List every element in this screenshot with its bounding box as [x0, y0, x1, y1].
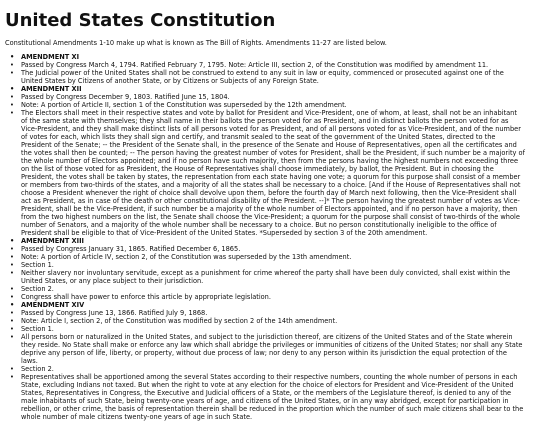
- list-item: [10, 61, 525, 69]
- bullet-icon: •: [10, 373, 14, 381]
- bullet-icon: •: [10, 85, 15, 93]
- bullet-icon: •: [10, 69, 14, 77]
- bullet-icon: •: [10, 365, 14, 373]
- list-item-text: Passed by Congress June 13, 1866. Ratified July 9, 1868.: [21, 309, 208, 317]
- bullet-icon: •: [10, 333, 14, 341]
- list-item: [10, 325, 525, 333]
- bullet-icon: •: [10, 253, 14, 261]
- list-item: [10, 253, 525, 261]
- list-item: [10, 285, 525, 293]
- bullet-icon: •: [10, 101, 14, 109]
- bullet-icon: •: [10, 269, 14, 277]
- page-title: United States Constitution: [5, 10, 276, 31]
- list-item: [10, 309, 525, 317]
- amendment-heading-text: AMENDMENT XII: [21, 85, 82, 93]
- amendment-heading: [10, 301, 525, 309]
- list-item-text: The Electors shall meet in their respective states and vote by ballot for President and Vice-President, one of whom, at least, shall not be an inhabitant of the same state with themselves; they shall name in their ballots the person voted for as President, and in distinct ballots the person voted for as Vice-President, and they shall make distinct lists of all persons voted for as President, and of all persons voted for as Vice-President, and of the number of votes for each, which lists they shall sign and certify, and transmit sealed to the seat of the government of the United States, directed to the President of the Senate; -- the President of the Senate shall, in the presence of the Senate and House of Representatives, open all the certificates and the votes shall then be counted; -- The person having the greatest number of votes for President, shall be the President, if such number be a majority of the whole number of Electors appointed; and if no person have such majority, then from the persons having the highest numbers not exceeding three on the list of those voted for as President, the House of Representatives shall choose immediately, by ballot, the President. But in choosing the President, the votes shall be taken by states, the representation from each state having one vote; a quorum for this purpose shall consist of a member or members from two-thirds of the states, and a majority of all the states shall be necessary to a choice. [And if the House of Representatives shall not choose a President whenever the right of choice shall devolve upon them, before the fourth day of March next following, then the Vice-President shall act as President, as in case of the death or other constitutional disability of the President. --]* The person having the greatest number of votes as Vice-President, shall be the Vice-President, if such number be a majority of the whole number of Electors appointed, and if no person have a majority, then from the two highest numbers on the list, the Senate shall choose the Vice-President; a quorum for the purpose shall consist of two-thirds of the whole number of Senators, and a majority of the whole number shall be necessary to a choice. But no person constitutionally ineligible to the office of President shall be eligible to that of Vice-President of the United States. *Superseded by section 3 of the 20th amendment.: [21, 109, 525, 237]
- bullet-icon: •: [10, 317, 14, 325]
- list-item: [10, 261, 525, 269]
- list-item: [10, 333, 525, 365]
- list-item-text: Note: A portion of Article IV, section 2, of the Constitution was superseded by the 13th amendment.: [21, 253, 352, 261]
- amendment-heading: [10, 53, 525, 61]
- list-item-text: Note: Article I, section 2, of the Constitution was modified by section 2 of the 14th amendment.: [21, 317, 338, 325]
- intro-paragraph: Constitutional Amendments 1-10 make up what is known as The Bill of Rights. Amendments 11-27 are listed below.: [5, 39, 387, 47]
- bullet-icon: •: [10, 245, 14, 253]
- amendment-heading: [10, 237, 525, 245]
- bullet-icon: •: [10, 261, 14, 269]
- amendment-heading-text: AMENDMENT XIV: [21, 301, 85, 309]
- list-item: [10, 365, 525, 373]
- bullet-icon: •: [10, 61, 14, 69]
- list-item-text: All persons born or naturalized in the United States, and subject to the jurisdiction thereof, are citizens of the United States and of the State wherein they reside. No State shall make or enforce any law which shall abridge the privileges or immunities of citizens of the United States; nor shall any State deprive any person of life, liberty, or property, without due process of law; nor deny to any person within its jurisdiction the equal protection of the laws.: [21, 333, 523, 365]
- list-item-text: The Judicial power of the United States shall not be construed to extend to any suit in law or equity, commenced or prosecuted against one of the United States by Citizens of another State, or by Citizens or Subjects of any Foreign State.: [21, 69, 504, 85]
- list-item-text: Passed by Congress January 31, 1865. Ratified December 6, 1865.: [21, 245, 241, 253]
- amendment-heading-text: AMENDMENT XIII: [21, 237, 84, 245]
- list-item-text: Representatives shall be apportioned among the several States according to their respective numbers, counting the whole number of persons in each State, excluding Indians not taxed. But when the right to vote at any election for the choice of electors for President and Vice-President of the United States, Representatives in Congress, the Executive and Judicial officers of a State, or the members of the Legislature thereof, is denied to any of the male inhabitants of such State, being twenty-one years of age, and citizens of the United States, or in any way abridged, except for participation in rebellion, or other crime, the basis of representation therein shall be reduced in the proportion which the number of such male citizens shall bear to the whole number of male citizens twenty-one years of age in such State.: [21, 373, 524, 421]
- bullet-icon: •: [10, 93, 14, 101]
- bullet-icon: •: [10, 301, 15, 309]
- bullet-icon: •: [10, 293, 14, 301]
- bullet-icon: •: [10, 237, 15, 245]
- list-item-text: Section 2.: [21, 285, 54, 293]
- list-item-text: Section 1.: [21, 261, 54, 269]
- list-item-text: Passed by Congress March 4, 1794. Ratified February 7, 1795. Note: Article III, section 2, of the Constitution was modified by amendment 11.: [21, 61, 489, 69]
- list-item: [10, 93, 525, 101]
- list-item: [10, 101, 525, 109]
- list-item: [10, 293, 525, 301]
- list-item: [10, 373, 525, 421]
- bullet-icon: •: [10, 109, 14, 117]
- bullet-icon: •: [10, 53, 15, 61]
- bullet-icon: •: [10, 285, 14, 293]
- amendment-heading-text: AMENDMENT XI: [21, 53, 80, 61]
- list-item: [10, 269, 525, 285]
- list-item-text: Section 1.: [21, 325, 54, 333]
- list-item-text: Passed by Congress December 9, 1803. Ratified June 15, 1804.: [21, 93, 230, 101]
- amendment-heading: [10, 85, 525, 93]
- bullet-icon: •: [10, 325, 14, 333]
- list-item-text: Neither slavery nor involuntary servitude, except as a punishment for crime whereof the party shall have been duly convicted, shall exist within the United States, or any place subject to their jurisdiction.: [21, 269, 511, 285]
- list-item-text: Congress shall have power to enforce this article by appropriate legislation.: [21, 293, 271, 301]
- list-item-text: Note: A portion of Article II, section 1 of the Constitution was superseded by the 12th amendment.: [21, 101, 347, 109]
- list-item: [10, 317, 525, 325]
- list-item-text: Section 2.: [21, 365, 54, 373]
- list-item: [10, 109, 525, 237]
- list-item: [10, 69, 525, 85]
- list-item: [10, 245, 525, 253]
- bullet-icon: •: [10, 309, 14, 317]
- amendment-list: [5, 53, 525, 421]
